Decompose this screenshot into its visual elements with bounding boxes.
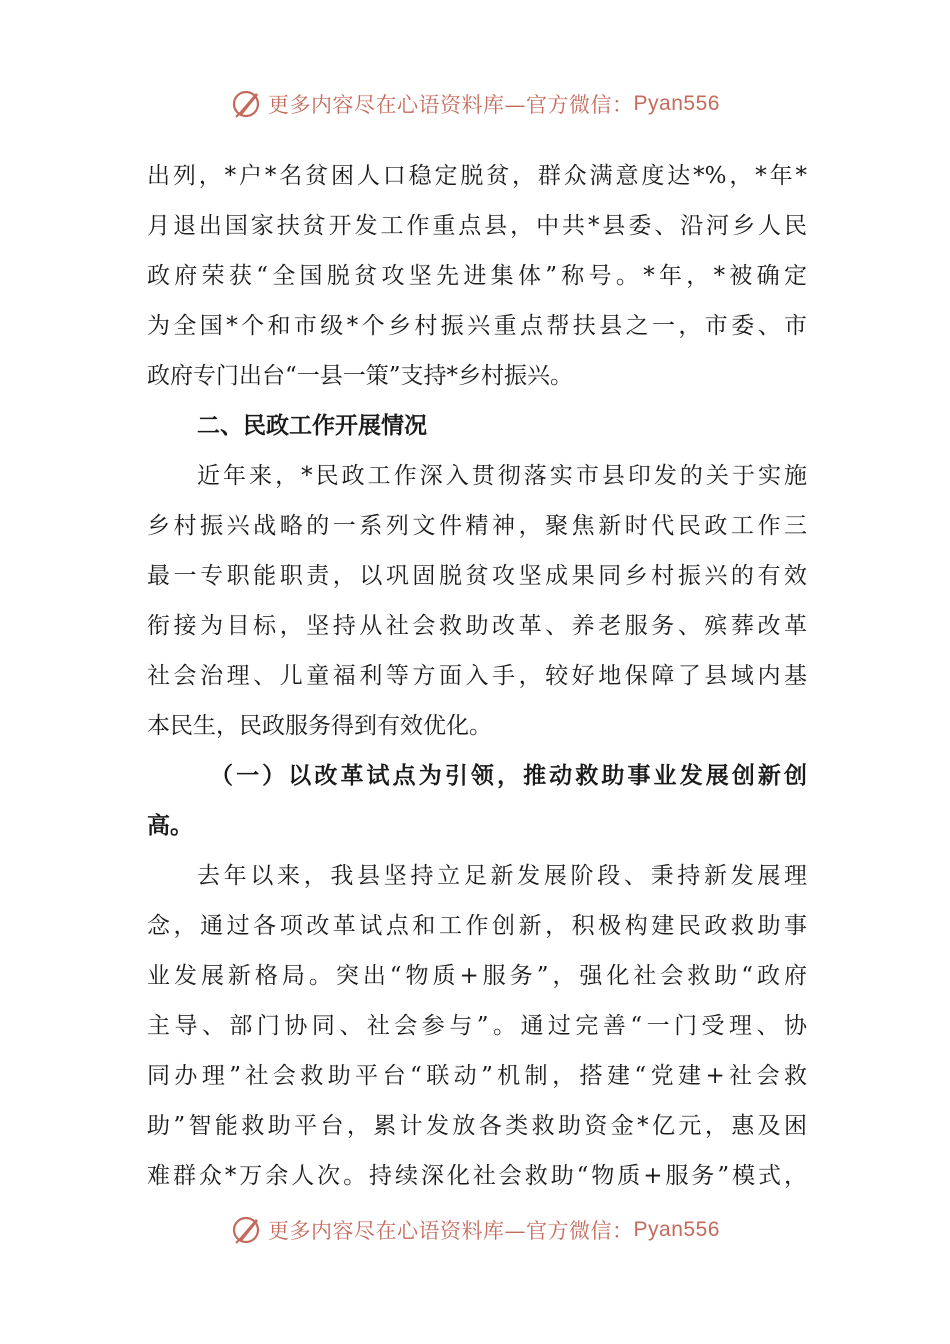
watermark-text: 更多内容尽在心语资料库—官方微信：: [268, 1219, 634, 1243]
body-line: 主导、部门协同、社会参与”。通过完善“一门受理、协: [147, 1013, 807, 1039]
body-line: 政府荣获“全国脱贫攻坚先进集体”称号。*年，*被确定: [147, 263, 807, 289]
body-line: 月退出国家扶贫开发工作重点县，中共*县委、沿河乡人民: [147, 213, 807, 239]
section-heading: 二、民政工作开展情况: [197, 412, 427, 439]
body-line: 业发展新格局。突出“物质+服务”，强化社会救助“政府: [147, 963, 807, 989]
quill-logo-icon: [230, 1213, 264, 1247]
body-line: 最一专职能职责，以巩固脱贫攻坚成果同乡村振兴的有效: [147, 563, 807, 589]
body-line: 政府专门出台“一县一策”支持*乡村振兴。: [147, 363, 574, 389]
document-body: [147, 151, 807, 1201]
body-line: 难群众*万余人次。持续深化社会救助“物质+服务”模式，: [147, 1163, 807, 1189]
watermark-wechat-id: Pyan556: [633, 1218, 720, 1241]
body-line: 乡村振兴战略的一系列文件精神，聚焦新时代民政工作三: [147, 513, 807, 539]
subsection-heading-cont: 高。: [147, 812, 193, 839]
body-line: 去年以来，我县坚持立足新发展阶段、秉持新发展理: [197, 863, 807, 889]
body-line: 出列，*户*名贫困人口稳定脱贫，群众满意度达*%，*年*: [147, 163, 807, 189]
watermark-wechat-id: Pyan556: [633, 92, 720, 115]
body-line: 衔接为目标，坚持从社会救助改革、养老服务、殡葬改革: [147, 613, 807, 639]
body-line: 念，通过各项改革试点和工作创新，积极构建民政救助事: [147, 913, 807, 939]
body-line: 本民生，民政服务得到有效优化。: [147, 713, 492, 739]
body-line: 助”智能救助平台，累计发放各类救助资金*亿元，惠及困: [147, 1113, 807, 1139]
body-line: 为全国*个和市级*个乡村振兴重点帮扶县之一，市委、市: [147, 313, 807, 339]
watermark-text: 更多内容尽在心语资料库—官方微信：: [268, 93, 634, 117]
footer-watermark: [0, 1210, 950, 1250]
body-line: 近年来，*民政工作深入贯彻落实市县印发的关于实施: [197, 463, 807, 489]
body-line: 社会治理、儿童福利等方面入手，较好地保障了县域内基: [147, 663, 807, 689]
body-line: 同办理”社会救助平台“联动”机制，搭建“党建+社会救: [147, 1063, 807, 1089]
quill-logo-icon: [230, 87, 264, 121]
header-watermark: [0, 84, 950, 124]
subsection-heading: （一）以改革试点为引领，推动救助事业发展创新创: [210, 762, 807, 789]
